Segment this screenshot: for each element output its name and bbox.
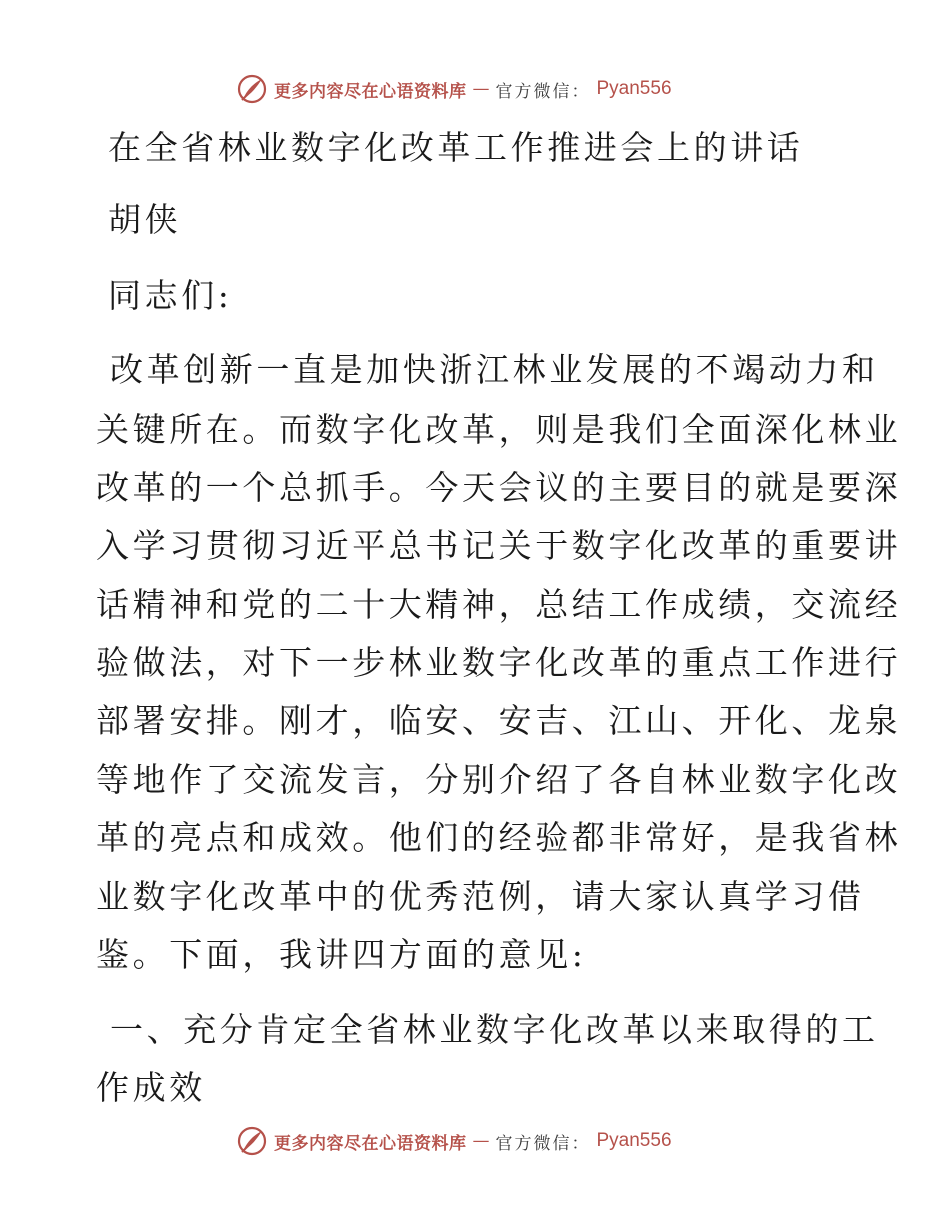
- watermark-separator: —: [472, 1131, 490, 1151]
- author-name: 胡侠: [108, 200, 182, 239]
- paragraph-line: 入学习贯彻习近平总书记关于数字化改革的重要讲: [96, 526, 902, 565]
- watermark-wechat-id: Pyan556: [596, 78, 672, 99]
- quill-logo-icon: [236, 73, 268, 105]
- section-heading-line: 一、充分肯定全省林业数字化改革以来取得的工: [110, 1010, 879, 1049]
- watermark-official-label: 官方微信：: [495, 1133, 591, 1154]
- watermark-separator: —: [472, 79, 490, 99]
- paragraph-line: 话精神和党的二十大精神，总结工作成绩，交流经: [96, 585, 902, 624]
- paragraph-line: 业数字化改革中的优秀范例，请大家认真学习借: [96, 877, 865, 916]
- paragraph-line: 革的亮点和成效。他们的经验都非常好，是我省林: [96, 818, 902, 857]
- watermark-official-label: 官方微信：: [495, 81, 591, 102]
- watermark-site-text: 更多内容尽在心语资料库: [274, 81, 467, 102]
- paragraph-line: 改革的一个总抓手。今天会议的主要目的就是要深: [96, 468, 902, 507]
- document-title: 在全省林业数字化改革工作推进会上的讲话: [108, 128, 804, 167]
- paragraph-line: 改革创新一直是加快浙江林业发展的不竭动力和: [110, 350, 879, 389]
- watermark-site-text: 更多内容尽在心语资料库: [274, 1133, 467, 1154]
- header-watermark: [236, 72, 672, 106]
- quill-logo-icon: [236, 1125, 268, 1157]
- paragraph-line: 关键所在。而数字化改革，则是我们全面深化林业: [96, 410, 902, 449]
- paragraph-line: 验做法，对下一步林业数字化改革的重点工作进行: [96, 643, 902, 682]
- section-heading-line: 作成效: [96, 1068, 206, 1107]
- footer-watermark: [236, 1124, 672, 1158]
- paragraph-line: 部署安排。刚才，临安、安吉、江山、开化、龙泉: [96, 701, 902, 740]
- paragraph-line: 等地作了交流发言，分别介绍了各自林业数字化改: [96, 760, 902, 799]
- salutation: 同志们:: [108, 276, 233, 315]
- watermark-wechat-id: Pyan556: [596, 1130, 672, 1151]
- paragraph-line: 鉴。下面，我讲四方面的意见:: [96, 935, 587, 974]
